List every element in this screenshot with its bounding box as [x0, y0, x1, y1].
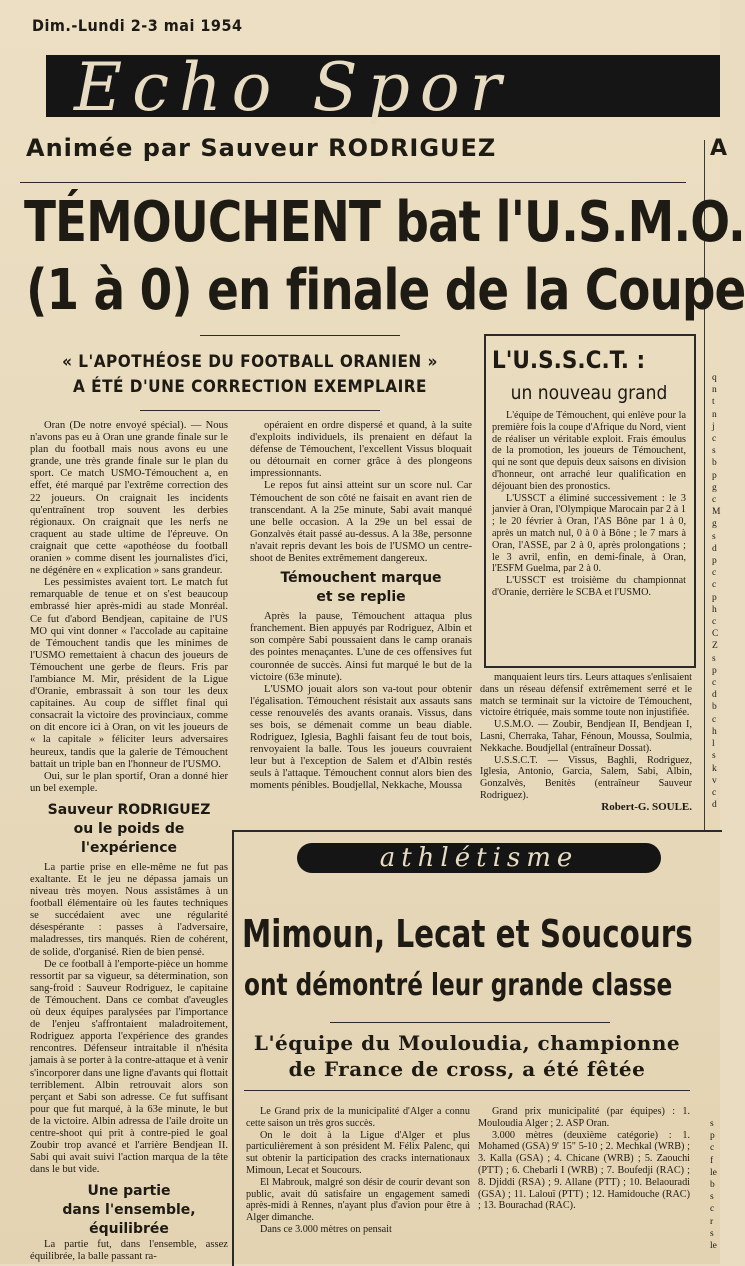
article-column-1	[30, 420, 228, 1264]
edge-fragment: c	[712, 568, 717, 579]
edge-fragment: n	[712, 385, 717, 396]
col1-paragraph: Oran (De notre envoyé spécial). — Nous n'avons pas eu à Oran une grande finale sur le plan du football mais nous avons eu une grande, une très grande finale sur le plan du sport. Ce match USMO-Témouchent a, en effet, été marqué par l'extrême correction des 22 joueurs. On craignait les incidents qu'entraînent trop souvent les derbies régionaux. On craignait que les nerfs ne craquent au stade ultime de l'épreuve. On craignait que cette «apothéose du football oranien » comme disent les journalistes d'ici, ne dégénère en « explication » sans grandeur.	[30, 420, 228, 577]
edge-fragment: v	[712, 775, 717, 786]
apotheose-line2: A ÉTÉ D'UNE CORRECTION EXEMPLAIRE	[72, 377, 427, 397]
edge-fragment: l	[712, 739, 715, 750]
edge-fragment: d	[712, 800, 717, 811]
edge-fragment: p	[710, 1131, 715, 1142]
col1-paragraph: Les pessimistes avaient tort. Le match fut remarquable de tenue et on s'est beaucoup embrassé hier après-midi au stade Monréal. Ce fut d'abord Bendjean, capitaine de l'US MO qui vint donner « l'accolade au capitaine de Témouchent tandis que les minimes de l'USMO remettaient à chacun des joueurs de Témouchent une gerbe de fleurs. Fris par l'ambiance M. Mir, président de la Ligue d'Oranie, embrassait à son tour les deux capitaines. Au coup de sifflet final qui consacrait la victoire des provinciaux, comme on dit encore ici à Oran, on vit les joueurs de « la capitale » féliciter leurs adversaires heureux, tandis que la galerie de Témouchent battait un triple ban en l'honneur de l'USMO.	[30, 577, 228, 770]
ath-paragraph: El Mabrouk, malgré son désir de courir devant son public, avait dû satisfaire un engagement samedi après-midi à Rennes, n'ayant plus d'avion pour être à Alger dimanche.	[246, 1176, 470, 1224]
box-paragraph: L'équipe de Témouchent, qui enlève pour la première fois la coupe d'Afrique du Nord, vient de réaliser un véritable exploit. Frais émoulus de la promotion, les joueurs de Témouchent, qui ne sont que depuis deux saisons en division d'honneur, ont arraché leur qualification en déjouant bien des pronostics.	[492, 410, 686, 492]
edge-fragment: b	[710, 1180, 715, 1191]
col2-paragraph: opéraient en ordre dispersé et quand, à la suite d'exploits individuels, ils prenaient en défaut la défense de Témouchent, l'excellent Vissus bloquait ou détournait en corner grâce à des plongeons impressionnants.	[250, 420, 472, 480]
apotheose-line1: « L'APOTHÉOSE DU FOOTBALL ORANIEN »	[62, 352, 438, 372]
col1-subhead-rodriguez: Sauveur RODRIGUEZ	[47, 801, 211, 818]
col2-paragraph: L'USMO jouait alors son va-tout pour obtenir l'égalisation. Témouchent résistait aux assauts sans cesse renouvelés des avants oranais. Vissus, dans ses bois, se démenait comme un beau diable. Rodriguez, Iglesia, Baghli faisant feu de tout bois, renvoyaient la balle. Tous les joueurs couvraient leur but à l'exception de Salem et d'Albin restés seuls à l'attaque. Témouchent connut alors bien des moments pénibles. Boudjellal, Nekkache, Moussa	[250, 683, 472, 792]
edge-fragment: s	[712, 446, 716, 457]
article-column-3	[480, 672, 692, 814]
athletisme-banner-text: athlétisme	[379, 843, 579, 873]
edge-fragment: s	[712, 653, 716, 664]
ath-paragraph: On le doit à la Ligue d'Alger et plus particulièrement à son président M. Félix Palenc, qui sut obtenir la participation des cracks internationaux Mimoun, Lecat et Soucours.	[246, 1129, 470, 1176]
col1-subhead-experience: ou le poids de l'expérience	[73, 820, 185, 856]
edge-fragment: M	[712, 507, 721, 518]
edge-fragment: c	[712, 617, 717, 628]
edge-fragment: p	[712, 470, 717, 481]
right-edge-fragments	[712, 372, 720, 811]
main-headline-line1: TÉMOUCHENT bat l'U.S.M.O.	[24, 190, 745, 255]
col3-paragraph: U.S.S.C.T. — Vissus, Baghli, Rodriguez, Iglesia, Antonio, Garcia, Salem, Sabi, Albin, Gonzalvès, Benitès (entraîneur Sauveur Rodriguez).	[480, 754, 692, 801]
rule-under-headline	[200, 335, 400, 336]
col3-paragraph: U.S.M.O. — Zoubir, Bendjean II, Bendjean I, Lasni, Cherraka, Tahar, Fénoun, Moussa, Soulmia, Nekkache. Boudjellal (entraîneur Dossat).	[480, 719, 692, 754]
edge-fragment: h	[712, 604, 717, 615]
edge-fragment: q	[712, 373, 717, 383]
right-edge-fragments-bottom	[710, 1118, 720, 1252]
athletisme-banner	[297, 843, 661, 873]
col2-paragraph: Le repos fut ainsi atteint sur un score nul. Car Témouchent de son côté ne faisait en avant rien de transcendant. A la 25e minute, Sabi avait manqué une belle occasion. A la 29e un bel essai de Gonzalvès était passé au-dessus. A la 38e, personne n'avait repris devant les bois de l'USMO un centre-shoot de Benites extrêmement dangereux.	[250, 480, 472, 565]
ath-paragraph: Dans ce 3.000 mètres on pensait	[260, 1223, 392, 1235]
col1-subhead-une-partie: Une partie	[87, 1183, 171, 1200]
edge-fragment: g	[712, 519, 717, 530]
edge-fragment: c	[712, 787, 717, 798]
rule-athletisme-2	[244, 1090, 690, 1091]
edge-fragment: c	[712, 434, 717, 445]
ussct-box-body	[492, 410, 686, 599]
echo-sport-banner	[46, 49, 720, 126]
edge-fragment: c	[712, 678, 717, 689]
edge-fragment: p	[712, 665, 717, 676]
edge-fragment: g	[712, 482, 717, 493]
edge-fragment: c	[712, 714, 717, 725]
edge-fragment: s	[712, 531, 716, 542]
col1-paragraph: De ce football à l'emporte-pièce un homme ressortit par sa vigueur, sa détermination, son sang-froid : Sauveur Rodriguez, le capitaine de Témouchent. Dans ce combat d'aveugles où deux équipes paralysées par l'importance de l'enjeu s'affrontaient maladroitement, Rodriguez apporta l'expérience des grandes rencontres. Défenseur intraitable il n'hésita jamais à se porter à la contre-attaque et à venir s'incorporer dans une ligne d'avants qui flottait terriblement. Albin retrouvait alors son perçant et Sabi son adresse. Ce fut suffisant pour que fut marqué, à la 63e minute, le but de la victoire. Albin adressa de l'aile droite un centre-shoot qui prit à contre-pied le goal Zoubir trop avancé et l'arrière Bendjean II. Sabi qui avait suivi l'action marqua de la tête dans le but vide.	[30, 958, 228, 1176]
edge-fragment: d	[712, 690, 717, 701]
main-headline-line2: (1 à 0) en finale de la Coupe	[26, 258, 745, 323]
ath-results: 3.000 mètres (deuxième catégorie) : 1. Mohamed (GSA) 9' 15" 5-10 ; 2. Mechkal (WRB) ; 3. Kalla (GSA) ; 4. Chicane (WRB) ; 5. Zaouchi (PTT) ; 6. Chebarli I (WRB) ; 7. Boufedji (RAC) ; 8. Djiddi (RSA) ; 9. Allane (PTT) ; 10. Belaouradi (GSA) ; 11. Lalouï (PTT) ; 12. Hamidouche (RAC) ; 13. Bourachad (RAC).	[478, 1129, 690, 1212]
edge-fragment: b	[712, 458, 717, 469]
athletisme-headline-1: Mimoun, Lecat et Soucours	[242, 912, 693, 956]
ath-paragraph: Le Grand prix de la municipalité d'Alger a connu cette saison un très gros succès.	[246, 1106, 470, 1129]
section-editor-line: Animée par Sauveur RODRIGUEZ	[26, 134, 497, 162]
athletisme-headline-2: ont démontré leur grande classe	[244, 968, 673, 1003]
ath-results: Grand prix municipalité (par équipes) : 1. Mouloudia Alger ; 2. ASP Oran.	[478, 1106, 690, 1129]
col1-paragraph: La partie prise en elle-même ne fut pas exaltante. Et le jeu ne dépassa jamais un niveau très moyen. Nous assistâmes à un football élémentaire où les fautes techniques se succédaient avec une régularité désespérante : passes à l'adversaire, maladresses, tirs manqués. Rien de cohérent, de solide, d'organisé. Rien de bien pensé.	[30, 861, 228, 958]
athletisme-column-right	[478, 1106, 690, 1212]
edge-fragment: C	[712, 629, 719, 640]
edge-fragment: s	[710, 1228, 714, 1239]
athletisme-subheadline: L'équipe du Mouloudia, championne de France de cross, a été fêtée	[253, 1031, 681, 1081]
col1-paragraph: Oui, sur le plan sportif, Oran a donné hier un bel exemple.	[30, 770, 228, 794]
edge-fragment: j	[712, 421, 715, 432]
ussct-box-title: L'U.S.S.C.T. :	[492, 346, 646, 374]
dateline: Dim.-Lundi 2-3 mai 1954	[32, 16, 243, 35]
rule-athletisme	[330, 1022, 610, 1023]
edge-fragment: s	[710, 1119, 714, 1129]
edge-fragment: le	[710, 1241, 717, 1252]
box-paragraph: L'USSCT a éliminé successivement : le 3 janvier à Oran, l'Olympique Marocain par 2 à 1 ; le 20 février à Oran, l'AS Bône par 1 à 0, après un match nul, 0 à 0 à Bône ; le 7 mars à Oran, l'ASSE, par 2 à 0, après prolongations ; le 3 avril, enfin, en demi-finale, à Oran, l'ESFM Guelma, par 2 à 0.	[492, 492, 686, 575]
edge-fragment: c	[712, 495, 717, 506]
edge-fragment: c	[712, 580, 717, 591]
edge-fragment: c	[710, 1204, 715, 1215]
article-column-2	[250, 420, 472, 793]
edge-fragment: d	[712, 543, 717, 554]
edge-fragment: p	[712, 556, 717, 567]
ussct-box-subtitle: un nouveau grand	[510, 382, 668, 404]
athletisme-column-left	[246, 1106, 470, 1236]
col2-paragraph: Après la pause, Témouchent attaqua plus franchement. Bien appuyés par Rodriguez, Albin et son compère Sabi poussaient dans le camp oranais des pointes menaçantes. L'une de ces offensives fut couronnée de succès. Ainsi fut marqué le but de la victoire (63e minute).	[250, 611, 472, 683]
col2-subhead-marque: Témouchent marque	[280, 570, 442, 587]
banner-title: Echo Spor	[74, 49, 512, 126]
edge-fragment: c	[710, 1143, 715, 1154]
edge-fragment: k	[712, 763, 717, 774]
edge-fragment: p	[712, 592, 717, 603]
apotheose-subheadline	[30, 350, 470, 400]
edge-fragment: Z	[712, 641, 718, 652]
edge-fragment: s	[710, 1192, 714, 1203]
col3-paragraph: manquaient leurs tirs. Leurs attaques s'enlisaient dans un réseau défensif extrêmement serré et le match se terminait sur la victoire de Témouchent, victoire étriquée, mais somme toute non injustifiée.	[480, 672, 692, 719]
edge-fragment: s	[712, 751, 716, 762]
col1-subhead-equilibree: dans l'ensemble, équilibrée	[62, 1202, 196, 1238]
edge-fragment: b	[712, 702, 717, 713]
edge-fragment: f	[710, 1155, 714, 1166]
col2-subhead-replie: et se replie	[316, 589, 406, 606]
rule-under-editor	[20, 182, 686, 183]
edge-fragment: h	[712, 726, 717, 737]
col1-paragraph: La partie fut, dans l'ensemble, assez équilibrée, la balle passant ra-	[30, 1239, 228, 1263]
edge-fragment: t	[712, 397, 715, 408]
edge-fragment: r	[710, 1216, 714, 1227]
right-edge-letter: A	[710, 136, 728, 161]
rule-under-subheadline	[140, 410, 380, 411]
edge-fragment: le	[710, 1167, 717, 1178]
edge-fragment: n	[712, 409, 717, 420]
byline: Robert-G. SOULE.	[601, 800, 692, 813]
box-paragraph: L'USSCT est troisième du championnat d'Oranie, derrière le SCBA et l'USMO.	[492, 575, 686, 598]
